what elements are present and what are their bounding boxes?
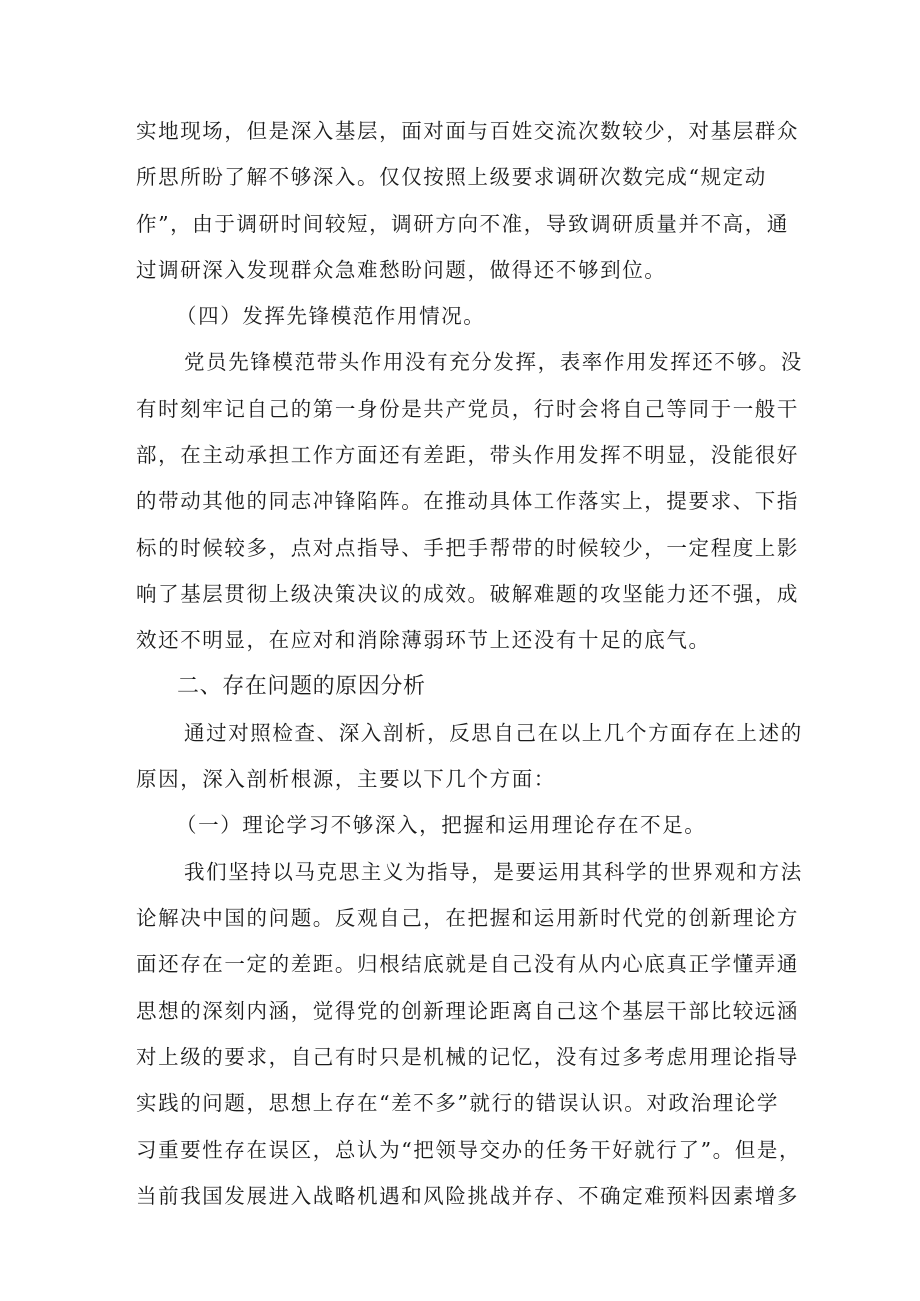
body-line: 思想的深刻内涵，觉得党的创新理论距离自己这个基层干部比较远涵 bbox=[136, 998, 799, 1023]
body-line: 我们坚持以马克思主义为指导，是要运用其科学的世界观和方法 bbox=[184, 859, 803, 884]
body-line: 过调研深入发现群众急难愁盼问题，做得还不够到位。 bbox=[136, 257, 667, 282]
section-heading: 二、存在问题的原因分析 bbox=[177, 673, 426, 699]
body-line: 通过对照检查、深入剖析，反思自己在以上几个方面存在上述的 bbox=[184, 720, 803, 745]
body-line: 的带动其他的同志冲锋陷阵。在推动具体工作落实上，提要求、下指 bbox=[136, 489, 799, 514]
body-line: 论解决中国的问题。反观自己，在把握和运用新时代党的创新理论方 bbox=[136, 906, 799, 931]
subheading-four: （四）发挥先锋模范作用情况。 bbox=[176, 304, 486, 329]
body-line: 当前我国发展进入战略机遇和风险挑战并存、不确定难预料因素增多 bbox=[136, 1183, 799, 1208]
body-line: 部，在主动承担工作方面还有差距，带头作用发挥不明显，没能很好 bbox=[136, 443, 799, 468]
body-line: 面还存在一定的差距。归根结底就是自己没有从内心底真正学懂弄通 bbox=[136, 952, 799, 977]
body-line: 党员先锋模范带头作用没有充分发挥，表率作用发挥还不够。没 bbox=[184, 350, 803, 375]
body-line: 作”，由于调研时间较短，调研方向不准，导致调研质量并不高，通 bbox=[136, 211, 789, 236]
body-line: 原因，深入剖析根源，主要以下几个方面： bbox=[136, 767, 556, 792]
body-line: 实践的问题，思想上存在“差不多”就行的错误认识。对政治理论学 bbox=[136, 1091, 779, 1116]
body-line: 习重要性存在误区，总认为“把领导交办的任务干好就行了”。但是， bbox=[136, 1137, 802, 1162]
body-line: 响了基层贯彻上级决策决议的成效。破解难题的攻坚能力还不强，成 bbox=[136, 581, 799, 606]
body-line: 对上级的要求，自己有时只是机械的记忆，没有过多考虑用理论指导 bbox=[136, 1044, 799, 1069]
body-line: 所思所盼了解不够深入。仅仅按照上级要求调研次数完成“规定动 bbox=[136, 165, 767, 190]
body-line: 标的时候较多，点对点指导、手把手帮带的时候较少，一定程度上影 bbox=[136, 535, 799, 560]
body-line: 实地现场，但是深入基层，面对面与百姓交流次数较少，对基层群众 bbox=[136, 119, 799, 143]
subheading-one: （一）理论学习不够深入，把握和运用理论存在不足。 bbox=[176, 813, 707, 838]
document-body bbox=[136, 108, 803, 1219]
body-line: 效还不明显，在应对和消除薄弱环节上还没有十足的底气。 bbox=[136, 628, 711, 653]
body-line: 有时刻牢记自己的第一身份是共产党员，行时会将自己等同于一般干 bbox=[136, 396, 799, 421]
